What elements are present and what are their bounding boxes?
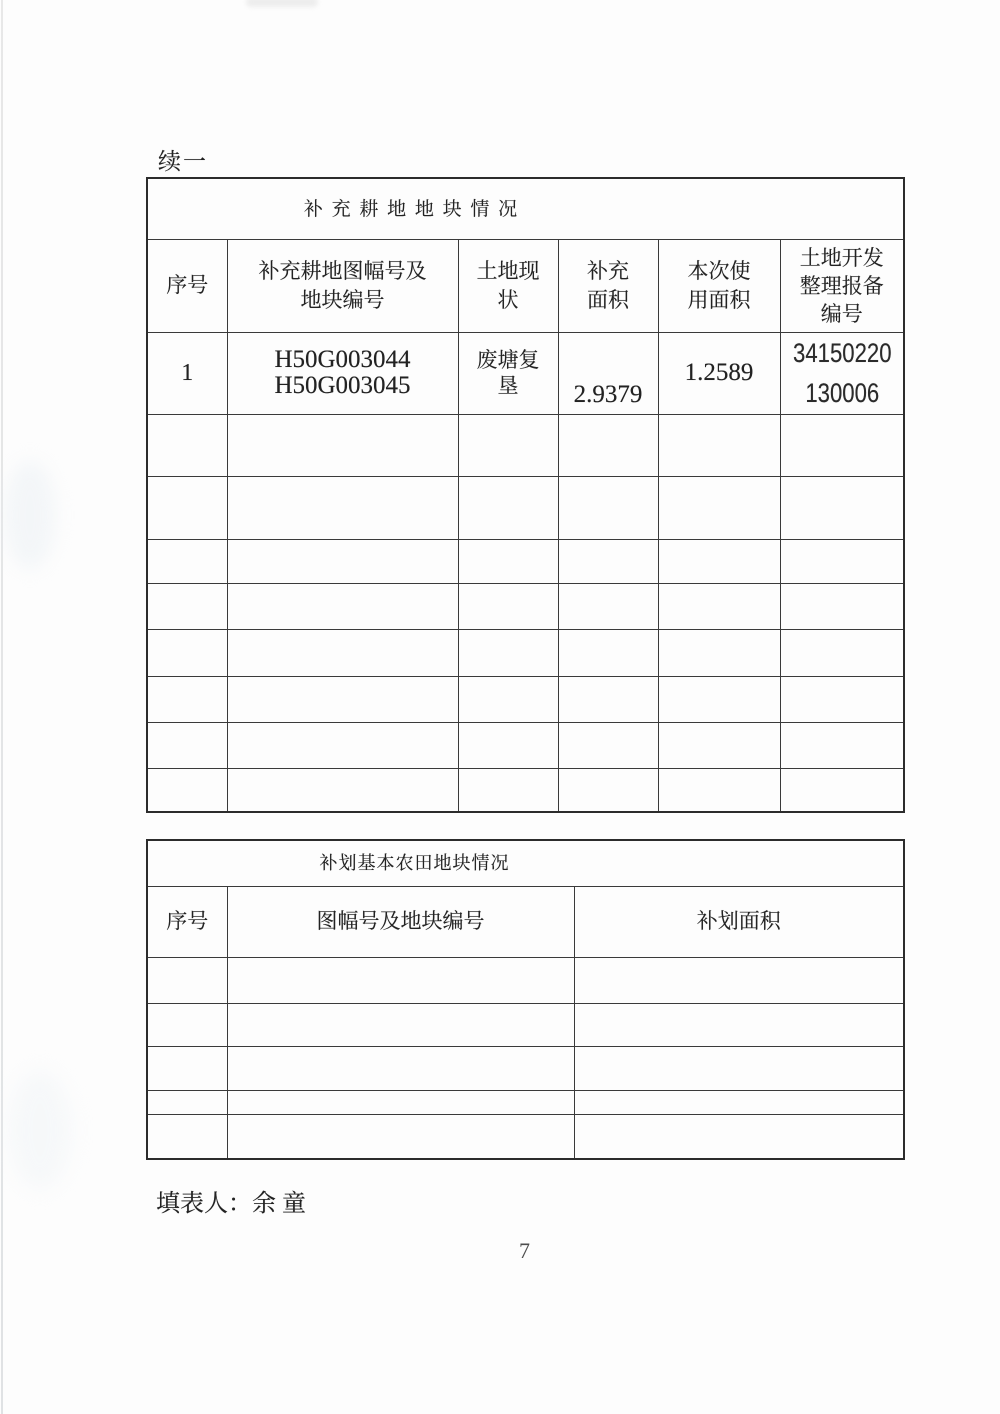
form-filler-line	[156, 1183, 306, 1218]
empty-row	[147, 957, 904, 1003]
empty-cell	[147, 676, 227, 722]
empty-cell	[558, 539, 658, 583]
empty-row	[147, 1003, 904, 1046]
empty-cell	[558, 676, 658, 722]
empty-cell	[227, 1090, 574, 1114]
empty-cell	[558, 476, 658, 539]
empty-cell	[458, 768, 558, 812]
empty-cell	[574, 1046, 904, 1090]
table1-title-row	[147, 178, 904, 239]
table1-header-row	[147, 239, 904, 332]
empty-cell	[227, 539, 458, 583]
empty-row	[147, 1114, 904, 1159]
empty-cell	[780, 583, 904, 629]
empty-row	[147, 629, 904, 676]
empty-cell	[574, 957, 904, 1003]
form-filler-name: 余 童	[252, 1191, 306, 1217]
cell-land-status: 废塘复 垦	[458, 332, 558, 414]
col-header-record-number: 土地开发 整理报备 编号	[780, 239, 904, 332]
empty-cell	[147, 722, 227, 768]
empty-cell	[147, 583, 227, 629]
continuation-label: 续一	[158, 149, 208, 174]
empty-cell	[780, 768, 904, 812]
empty-cell	[780, 722, 904, 768]
scan-edge-artifact	[1, 0, 3, 1414]
empty-cell	[147, 414, 227, 476]
empty-cell	[147, 1003, 227, 1046]
empty-row	[147, 722, 904, 768]
empty-cell	[458, 476, 558, 539]
cell-used-area: 1.2589	[658, 332, 780, 414]
basic-farmland-table	[146, 839, 905, 1160]
empty-row	[147, 676, 904, 722]
empty-cell	[147, 768, 227, 812]
empty-cell	[558, 414, 658, 476]
empty-cell	[227, 957, 574, 1003]
table2-header-row	[147, 886, 904, 957]
empty-cell	[227, 1003, 574, 1046]
empty-cell	[780, 539, 904, 583]
empty-cell	[458, 414, 558, 476]
col-header-seq2: 序号	[147, 886, 227, 957]
empty-cell	[458, 676, 558, 722]
empty-cell	[574, 1090, 904, 1114]
empty-cell	[147, 629, 227, 676]
empty-cell	[658, 583, 780, 629]
empty-row	[147, 476, 904, 539]
empty-row	[147, 414, 904, 476]
empty-cell	[458, 583, 558, 629]
empty-cell	[658, 676, 780, 722]
empty-row	[147, 539, 904, 583]
empty-cell	[780, 476, 904, 539]
empty-cell	[658, 414, 780, 476]
empty-cell	[458, 722, 558, 768]
table2-title-row	[147, 840, 904, 886]
table1-data-row	[147, 332, 904, 414]
empty-cell	[227, 722, 458, 768]
empty-cell	[147, 476, 227, 539]
col-header-plot-number2: 图幅号及地块编号	[227, 886, 574, 957]
empty-row	[147, 768, 904, 812]
col-header-seq: 序号	[147, 239, 227, 332]
col-header-land-status: 土地现 状	[458, 239, 558, 332]
empty-cell	[227, 676, 458, 722]
empty-cell	[458, 539, 558, 583]
empty-cell	[658, 476, 780, 539]
empty-cell	[458, 629, 558, 676]
empty-cell	[780, 676, 904, 722]
empty-cell	[227, 629, 458, 676]
empty-cell	[227, 1046, 574, 1090]
empty-cell	[658, 539, 780, 583]
empty-cell	[658, 722, 780, 768]
supplementary-cultivated-land-table	[146, 177, 905, 813]
empty-cell	[147, 1114, 227, 1159]
empty-cell	[574, 1003, 904, 1046]
empty-cell	[558, 722, 658, 768]
empty-cell	[227, 768, 458, 812]
empty-cell	[227, 414, 458, 476]
empty-cell	[780, 414, 904, 476]
cell-supplement-area: 2.9379	[558, 332, 658, 414]
empty-cell	[147, 1046, 227, 1090]
cell-plot-numbers: H50G003044 H50G003045	[227, 332, 458, 414]
empty-cell	[227, 476, 458, 539]
empty-row	[147, 1046, 904, 1090]
form-filler-label: 填表人：	[156, 1191, 252, 1217]
table2-title: 补划基本农田地块情况	[147, 840, 904, 886]
col-header-area2: 补划面积	[574, 886, 904, 957]
scan-smudge	[4, 460, 56, 570]
empty-cell	[658, 768, 780, 812]
cell-record-number: 34150220 130006	[780, 332, 904, 414]
empty-cell	[574, 1114, 904, 1159]
table1-title: 补 充 耕 地 地 块 情 况	[147, 178, 904, 239]
empty-cell	[558, 768, 658, 812]
col-header-used-area: 本次使 用面积	[658, 239, 780, 332]
empty-cell	[558, 629, 658, 676]
empty-row	[147, 583, 904, 629]
col-header-map-plot-number: 补充耕地图幅号及 地块编号	[227, 239, 458, 332]
col-header-supplement-area: 补充 面积	[558, 239, 658, 332]
empty-cell	[780, 629, 904, 676]
empty-cell	[558, 583, 658, 629]
scan-smudge	[246, 0, 318, 7]
empty-cell	[227, 583, 458, 629]
empty-cell	[147, 539, 227, 583]
empty-cell	[147, 1090, 227, 1114]
cell-seq: 1	[147, 332, 227, 414]
page-number: 7	[519, 1238, 530, 1263]
empty-cell	[227, 1114, 574, 1159]
scan-smudge	[8, 1070, 72, 1190]
empty-cell	[147, 957, 227, 1003]
empty-cell	[658, 629, 780, 676]
empty-row	[147, 1090, 904, 1114]
